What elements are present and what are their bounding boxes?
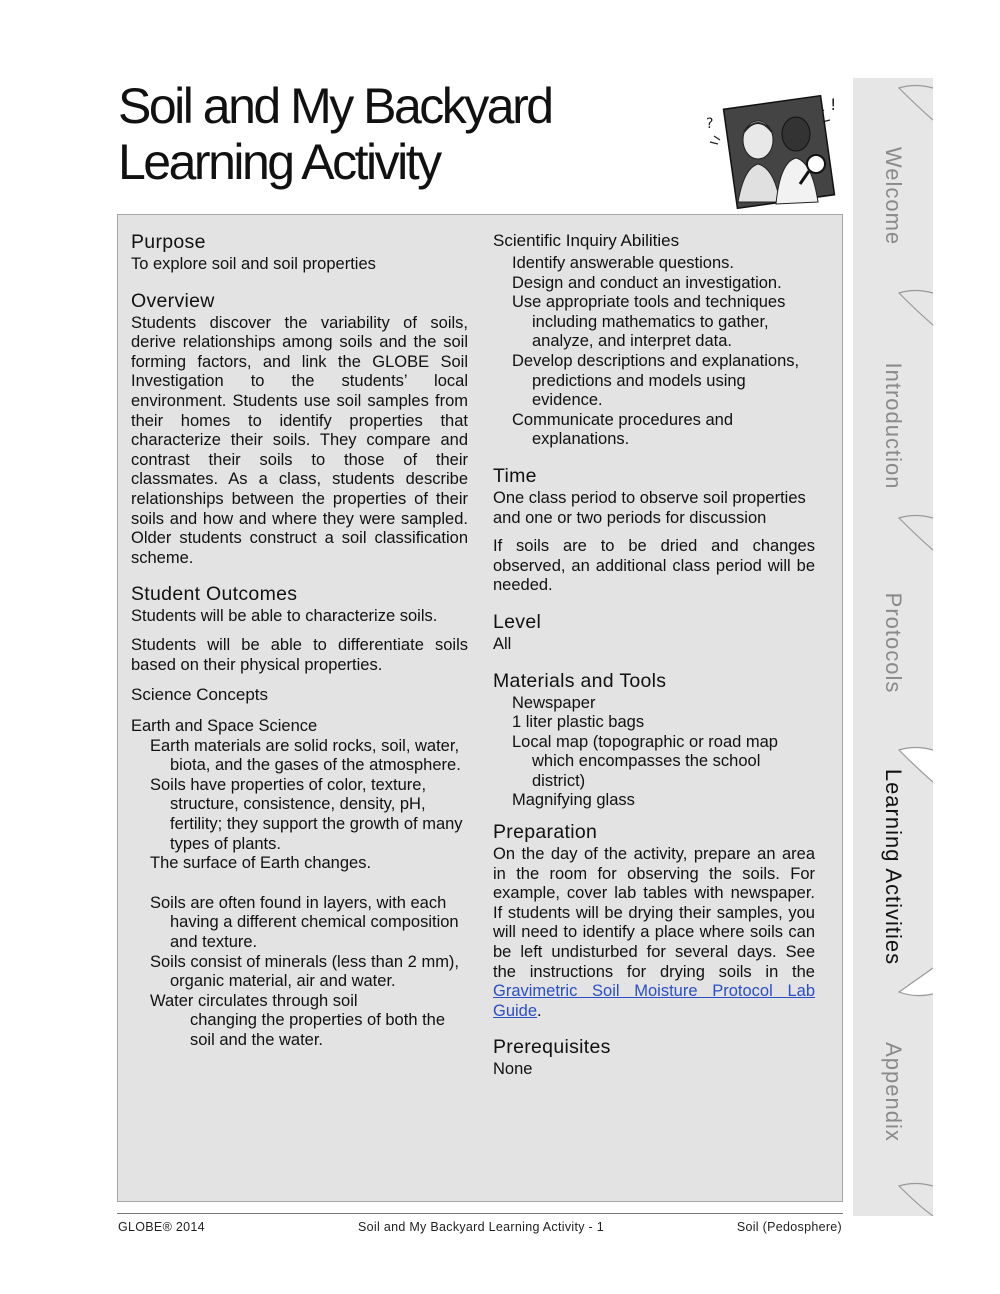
svg-text:!: ! xyxy=(830,95,837,114)
water-concept-continuation: changing the properties of both the soil and the water. xyxy=(190,1011,446,1049)
level-heading: Level xyxy=(493,610,542,633)
inquiry-abilities-heading: Scientific Inquiry Abilities xyxy=(493,231,680,250)
footer-center: Soil and My Backyard Learning Activity - 1 xyxy=(358,1220,605,1234)
inquiry-item: Communicate procedures and explanations. xyxy=(512,410,734,449)
sidebar-tab-label: Protocols xyxy=(881,592,906,694)
student-outcomes-heading: Student Outcomes xyxy=(131,583,298,606)
purpose-heading: Purpose xyxy=(131,231,206,253)
preparation-body: On the day of the activity, prepare an area in the room for observing the soils. For example, cover lab tables with newspaper. If students will be drying their samples, you will need to identify a place where soils can be left undisturbed for several days. See the instructions for drying soils in the xyxy=(493,845,815,981)
footer-right: Soil (Pedosphere) xyxy=(736,1220,842,1234)
soil-concept-item: Soils are often found in layers, with each having a different chemical composition and texture. xyxy=(150,893,459,952)
earth-concept-item: Earth materials are solid rocks, soil, water, biota, and the gases of the atmosphere. xyxy=(150,736,461,775)
outcomes-paragraph-2: Students will be able to differentiate soils based on their physical properties. xyxy=(131,635,468,674)
materials-heading: Materials and Tools xyxy=(493,669,667,692)
soil-concept-item: Water circulates through soil xyxy=(150,991,358,1010)
overview-text: Students discover the variability of soils, derive relationships among soils and the soil forming factors, and link the GLOBE Soil Investigation to the students’ local environment. Students use soil samples from their homes to identify properties that characterize their soils. They compare and contrast their soils to those of their classmates. As a class, students describe relationships between the properties of their soils and how and where they were sampled. Older students construct a soil classification scheme. xyxy=(131,313,468,567)
materials-item: Newspaper xyxy=(512,693,596,712)
title-line-2: Learning Activity xyxy=(118,134,440,190)
earth-concept-item: The surface of Earth changes. xyxy=(150,854,372,873)
materials-item: 1 liter plastic bags xyxy=(512,713,645,732)
materials-item: Local map (topographic or road map which encompasses the school district) xyxy=(512,732,778,790)
soil-concept-item: Soils consist of minerals (less than 2 mm), organic material, air and water. xyxy=(150,952,460,991)
inquiry-item: Use appropriate tools and techniques including mathematics to gather, analyze, and interpret data. xyxy=(512,293,786,351)
inquiry-item: Identify answerable questions. xyxy=(512,254,734,272)
level-text: All xyxy=(493,634,512,653)
sidebar-tab-label: Appendix xyxy=(881,1042,906,1142)
prerequisites-text: None xyxy=(493,1060,533,1079)
svg-text:?: ? xyxy=(706,116,714,132)
preparation-text xyxy=(493,845,815,1021)
prerequisites-heading: Prerequisites xyxy=(493,1036,611,1059)
right-column xyxy=(493,230,815,1080)
sidebar-tab-label: Learning Activities xyxy=(881,768,906,966)
footer-divider xyxy=(117,1213,843,1214)
inquiry-item: Develop descriptions and explanations, predictions and models using evidence. xyxy=(512,351,800,410)
outcomes-paragraph-1: Students will be able to characterize soils. xyxy=(131,607,438,626)
page-title xyxy=(118,78,678,190)
sidebar-tab-label: Welcome xyxy=(881,146,906,246)
overview-heading: Overview xyxy=(131,289,215,312)
students-magnifier-illustration xyxy=(700,92,846,212)
time-paragraph-2: If soils are to be dried and changes observed, an additional class period will be needed. xyxy=(493,537,815,595)
materials-item: Magnifying glass xyxy=(512,791,635,810)
time-paragraph-1: One class period to observe soil properties and one or two periods for discussion xyxy=(493,488,806,527)
earth-concept-item: Soils have properties of color, texture, structure, consistence, density, pH, fertility; they support the growth of many types of plants. xyxy=(150,775,463,853)
left-column xyxy=(131,230,468,1051)
preparation-heading: Preparation xyxy=(493,821,598,844)
title-line-1: Soil and My Backyard xyxy=(118,78,552,134)
time-heading: Time xyxy=(493,464,537,487)
preparation-end: . xyxy=(537,1001,542,1020)
earth-space-science-heading: Earth and Space Science xyxy=(131,717,318,736)
gravimetric-protocol-link[interactable]: Gravimetric Soil Moisture Protocol Lab Guide xyxy=(493,982,815,1020)
footer-left: GLOBE® 2014 xyxy=(118,1220,205,1234)
science-concepts-heading: Science Concepts xyxy=(131,685,269,705)
sidebar-tab-label: Introduction xyxy=(881,362,906,490)
purpose-text: To explore soil and soil properties xyxy=(131,255,376,273)
inquiry-item: Design and conduct an investigation. xyxy=(512,273,782,292)
